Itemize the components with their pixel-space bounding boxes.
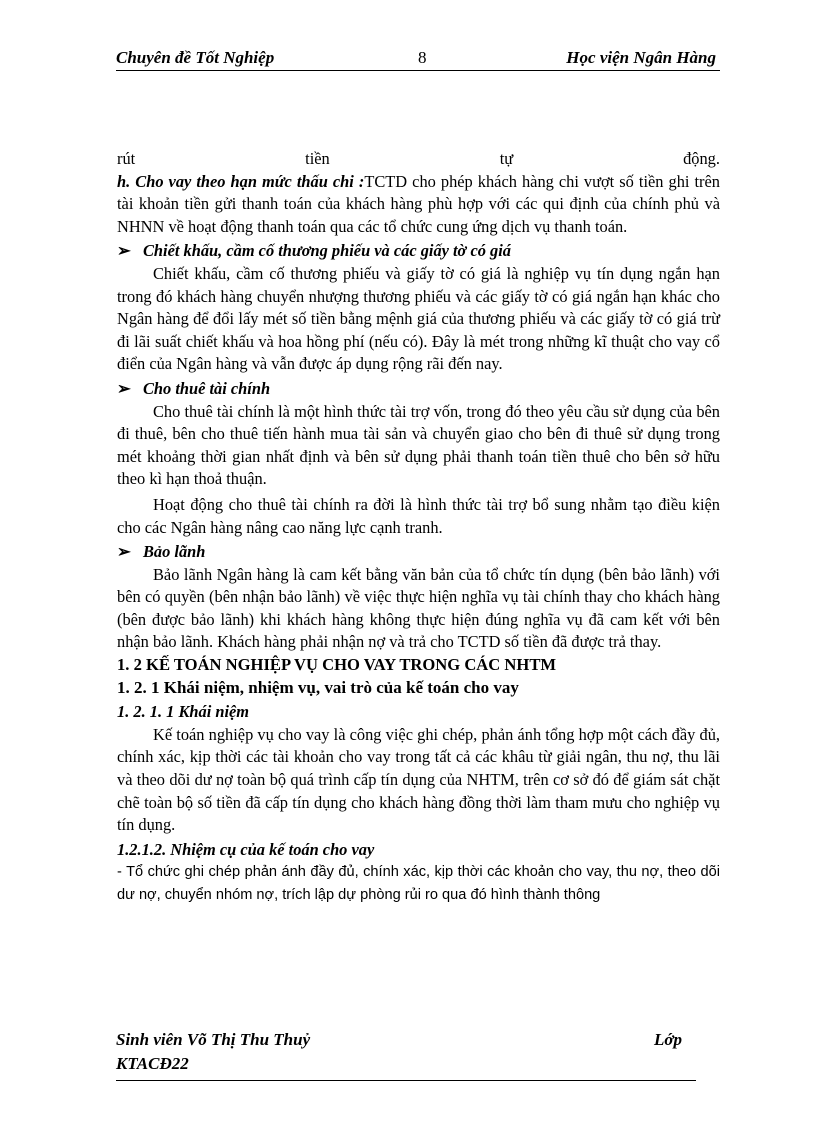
paragraph: Cho thuê tài chính là một hình thức tài trợ vốn, trong đó theo yêu cầu sử dụng của bên đi thuê, bên cho thuê tiến hành mua tài sản và chuyển giao cho bên đi thuê sử dụng trong mét khoảng thời gian nhất định và bên sử dụng phải thanh toán tiền thuê cho bên sở hữu theo kì hạn thoả thuận. bbox=[117, 401, 720, 489]
paragraph: Chiết khấu, cầm cố thương phiếu và giấy tờ có giá là nghiệp vụ tín dụng ngắn hạn trong đó khách hàng chuyển nhượng thương phiếu và các giấy tờ có giá ngắn hạn khác cho Ngân hàng để đổi lấy mét số tiền bằng mệnh giá của thương phiếu và các giấy tờ có giá trừ đi lãi suất chiết khấu và hoa hồng phí (nếu có). Đây là mét trong những kĩ thuật cho vay cổ điển của Ngân hàng và vẫn được áp dụng rộng rãi đến nay. bbox=[117, 263, 720, 374]
word: rút bbox=[117, 149, 136, 168]
arrow-bullet-icon: ➢ bbox=[117, 542, 131, 562]
section-title: Bảo lãnh bbox=[143, 542, 206, 562]
page-number: 8 bbox=[418, 48, 427, 67]
section-title: Cho thuê tài chính bbox=[143, 378, 271, 398]
heading-1-2-1-2: 1.2.1.2. Nhiệm cụ của kế toán cho vay bbox=[117, 839, 375, 859]
section-discounting bbox=[117, 240, 720, 263]
paragraph: Hoạt động cho thuê tài chính ra đời là hình thức tài trợ bổ sung nhằm tạo điều kiện cho các Ngân hàng nâng cao năng lực cạnh tranh. bbox=[117, 494, 720, 537]
word: động. bbox=[683, 149, 720, 168]
continued-line bbox=[117, 148, 720, 171]
student-name: Sinh viên Võ Thị Thu Thuỷ bbox=[116, 1030, 311, 1049]
section-leasing bbox=[117, 378, 720, 401]
heading-1-2: 1. 2 KẾ TOÁN NGHIỆP VỤ CHO VAY TRONG CÁC NHTM bbox=[117, 655, 557, 675]
paragraph: Kế toán nghiệp vụ cho vay là công việc ghi chép, phản ánh tổng hợp một cách đầy đủ, chính xác, kịp thời các tài khoản cho vay trong tất cả các khâu từ giải ngân, thu nợ, thu lãi và theo dõi dư nợ toàn bộ quá trình cấp tín dụng của NHTM, trên cơ sở đó để giám sát chặt chẽ toàn bộ số tiền đã cấp tín dụng cho khách hàng đồng thời làm tham mưu cho nghiệp vụ tín dụng. bbox=[117, 724, 720, 835]
word: tiền bbox=[305, 149, 330, 168]
heading-1-2-1: 1. 2. 1 Khái niệm, nhiệm vụ, vai trò của kế toán cho vay bbox=[117, 677, 519, 697]
document-body bbox=[117, 148, 720, 907]
paragraph: Bảo lãnh Ngân hàng là cam kết bằng văn bản của tổ chức tín dụng (bên bảo lãnh) với bên có quyền (bên nhận bảo lãnh) về việc thực hiện nghĩa vụ tài chính thay cho khách hàng (bên được bảo lãnh) khi khách hàng không thực hiện đúng nghĩa vụ đã cam kết với bên nhận bảo lãnh. Khách hàng phải nhận nợ và trả cho TCTD số tiền đã được trả thay. bbox=[117, 564, 720, 652]
item-title: Cho vay theo hạn mức thấu chi : bbox=[135, 171, 365, 191]
item-marker: h. bbox=[117, 171, 131, 191]
paragraph: - Tổ chức ghi chép phản ánh đầy đủ, chính xác, kịp thời các khoản cho vay, thu nợ, theo dõi dư nợ, chuyển nhóm nợ, trích lập dự phòng rủi ro qua đó hình thành thông bbox=[117, 864, 720, 903]
heading-1-2-1-1: 1. 2. 1. 1 Khái niệm bbox=[117, 702, 250, 722]
section-guarantee bbox=[117, 541, 720, 564]
page-header bbox=[116, 48, 720, 71]
header-institution: Học viện Ngân Hàng bbox=[566, 48, 716, 67]
word: tự bbox=[499, 149, 514, 168]
arrow-bullet-icon: ➢ bbox=[117, 378, 131, 398]
header-title: Chuyên đề Tốt Nghiệp bbox=[116, 48, 275, 67]
arrow-bullet-icon: ➢ bbox=[117, 241, 131, 261]
class-label: Lớp bbox=[653, 1030, 682, 1049]
class-code: KTACĐ22 bbox=[116, 1054, 189, 1073]
paragraph-overdraft bbox=[117, 171, 720, 239]
item-text: TCTD cho phép khách hàng chi vượt số tiền ghi trên tài khoản tiền gửi thanh toán của khách hàng phù hợp với các qui định của chính phủ và NHNN về hoạt động thanh toán qua các tổ chức cung ứng dịch vụ thanh toán. bbox=[117, 171, 720, 236]
section-title: Chiết khấu, cầm cố thương phiếu và các giấy tờ có giá bbox=[143, 241, 511, 261]
page-footer bbox=[116, 1030, 696, 1081]
